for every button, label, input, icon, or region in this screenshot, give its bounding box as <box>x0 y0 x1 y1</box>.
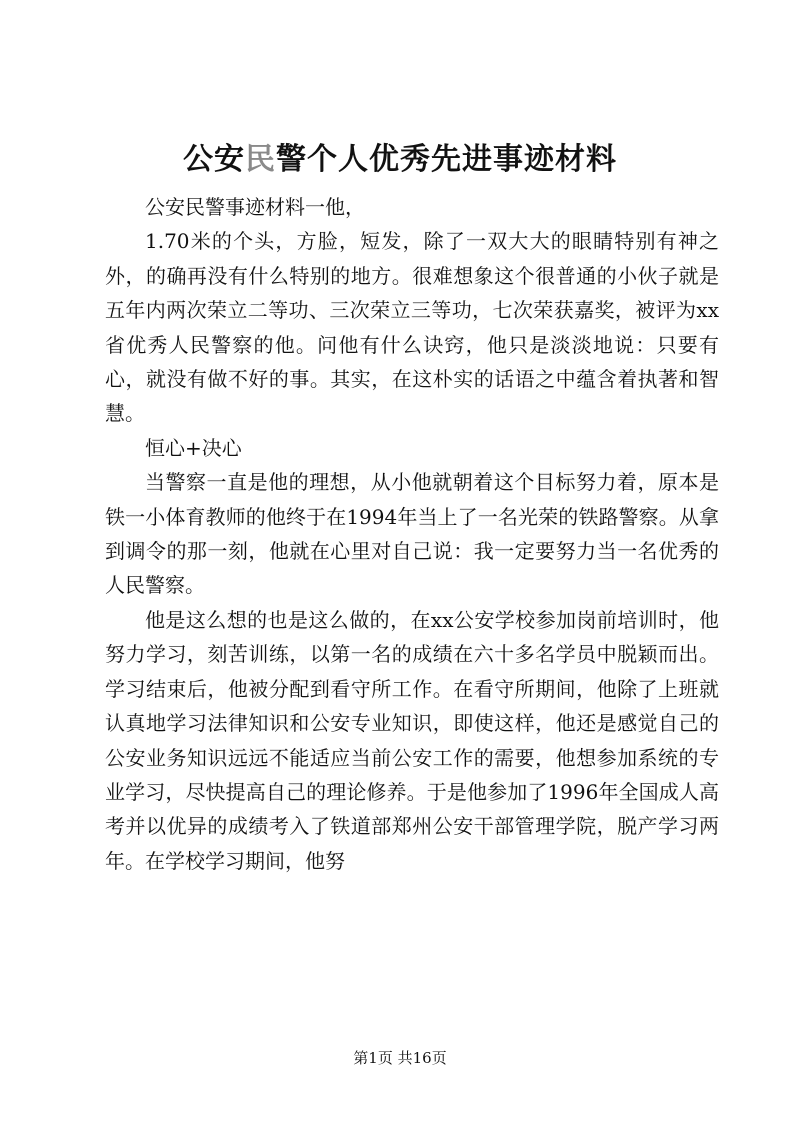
paragraph-ideal: 当警察一直是他的理想，从小他就朝着这个目标努力着，原本是铁一小体育教师的他终于在1994年当上了一名光荣的铁路警察。从拿到调令的那一刻，他就在心里对自己说：我一定要努力当一名优秀的人民警察。 <box>105 470 719 598</box>
paragraph-training: 他是这么想的也是这么做的，在xx公安学校参加岗前培训时，他努力学习，刻苦训练，以第一名的成绩在六十多名学员中脱颖而出。学习结束后，他被分配到看守所工作。在看守所期间，他除了上班就认真地学习法律知识和公安专业知识，即使这样，他还是感觉自己的公安业务知识远远不能适应当前公安工作的需要，他想参加系统的专业学习，尽快提高自己的理论修养。于是他参加了1996年全国成人高考并以优异的成绩考入了铁道部郑州公安干部管理学院，脱产学习两年。在学校学习期间，他努 <box>105 607 719 873</box>
page-title <box>0 138 800 182</box>
paragraph-intro: 公安民警事迹材料一他， <box>145 195 365 219</box>
title-part-1: 公安 <box>183 142 245 177</box>
title-part-2: 警个人优秀先进事迹材料 <box>276 142 617 177</box>
page-number: 第1页 共16页 <box>353 1049 447 1067</box>
title-highlight: 民 <box>245 142 276 177</box>
paragraph-description: 1.70米的个头，方脸，短发，除了一双大大的眼睛特别有神之外，的确再没有什么特别的地方。很难想象这个很普通的小伙子就是五年内两次荣立二等功、三次荣立三等功，七次荣获嘉奖，被评为xx省优秀人民警察的他。问他有什么诀窍，他只是淡淡地说：只要有心，就没有做不好的事。其实，在这朴实的话语之中蕴含着执著和智慧。 <box>105 229 719 426</box>
section-heading: 恒心+决心 <box>145 435 242 460</box>
document-body <box>105 190 719 878</box>
